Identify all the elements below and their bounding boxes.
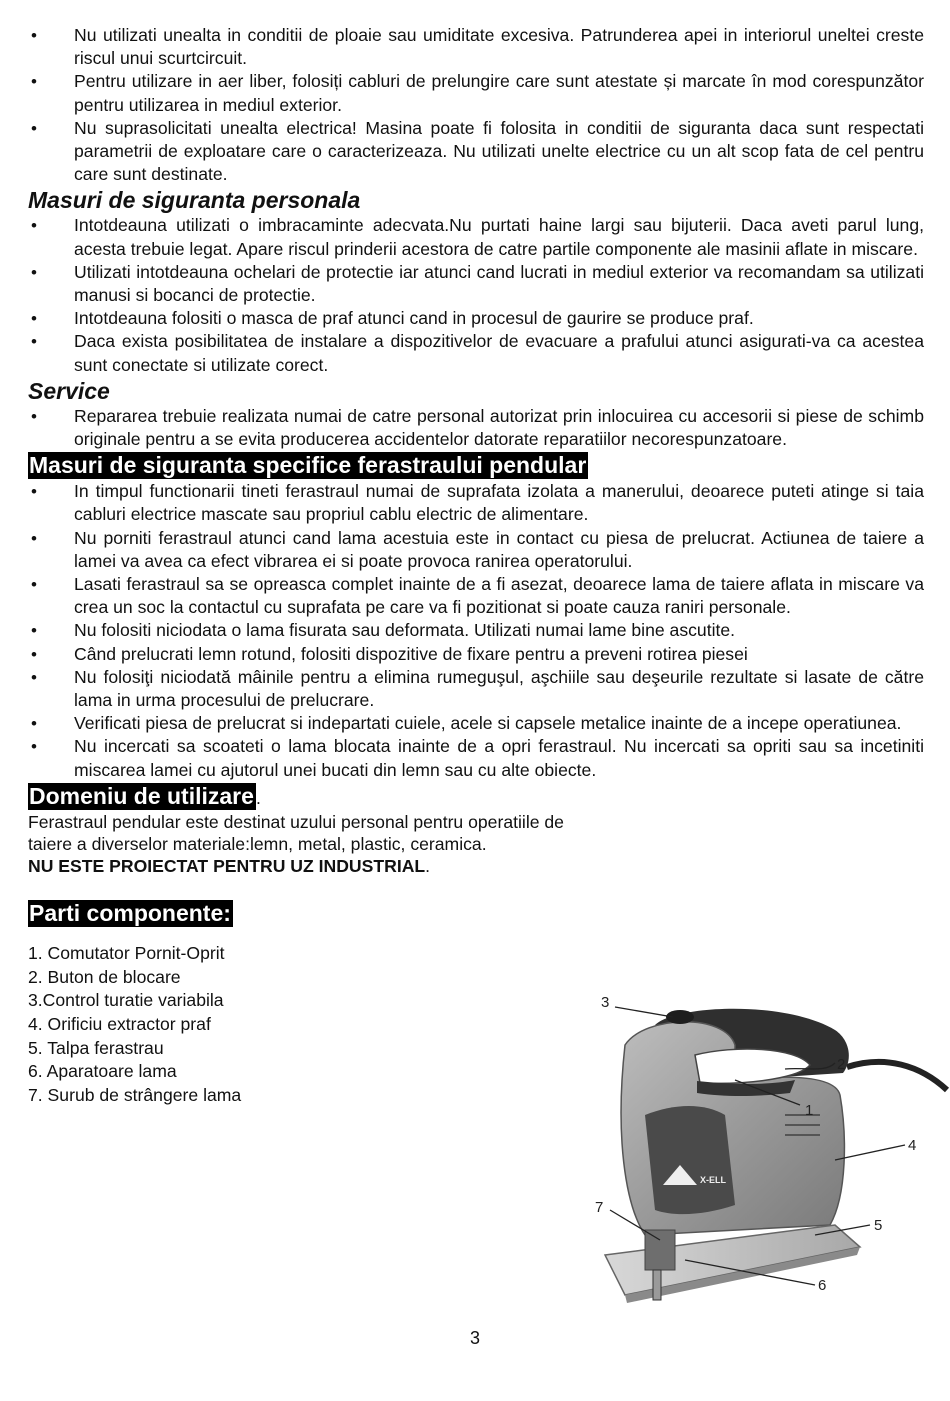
list-item: 5. Talpa ferastrau [28,1037,164,1058]
section-title-service: Service [28,377,110,404]
list-item: • Lasati ferastraul sa se opreasca complet inainte de a fi asezat, deoarece lama de taiere aflata in miscare va crea un soc la contactul cu suprafata pe care va fi pozitionat si poate cauza raniri personale. [28,573,924,619]
list-item: • Utilizati intotdeauna ochelari de protectie iar atunci cand lucrati in mediul exterior va recomandam sa utilizati manusi si bocanci de protectie. [28,261,924,307]
callout-7: 7 [595,1199,604,1216]
list-item: 6. Aparatoare lama [28,1061,177,1082]
list-item: • Nu porniti ferastraul atunci cand lama acestuia este in contact cu piesa de prelucrat. Actiunea de taiere a lamei va avea ca efect vibrarea ei si poate provoca ranirea operatorului. [28,527,924,573]
side-panel [645,1106,735,1214]
list-item: • Nu incercati sa scoateti o lama blocata inainte de a opri ferastraul. Nu incercati sa opriti sau sa incetiniti miscarea lamei cu ajutorul unei bucati din lemn sau cu alte obiecte. [28,735,924,781]
logo-text: X-ELL [700,1175,726,1185]
intro-bullet-list [28,24,924,186]
list-item: 3.Control turatie variabila [28,990,224,1011]
list-item: • Daca exista posibilitatea de instalare a dispozitivelor de evacuare a prafului atunci asigurati-va ca acestea sunt conectate si utilizate corect. [28,330,924,376]
power-cord [847,1062,947,1090]
callout-2: 2 [837,1056,846,1073]
callout-6: 6 [818,1277,827,1294]
section-title-specific: Masuri de siguranta specifice ferastraului pendular [29,452,587,479]
section-title-personal: Masuri de siguranta personala [28,187,361,214]
callout-1: 1 [805,1102,814,1119]
jigsaw-illustration [585,985,950,1330]
list-item: • Repararea trebuie realizata numai de catre personal autorizat prin inlocuirea cu accesorii si piese de schimb originale pentru a se evita producerea accidentelor datorate reparatiilor necorespunzatoare. [28,405,924,451]
specific-bullet-list [28,480,924,782]
domain-title-suffix: . [255,787,261,808]
callout-4: 4 [908,1137,917,1154]
list-item: • Pentru utilizare in aer liber, folosiți cabluri de prelungire care sunt atestate și marcate în mod corespunzător pentru utilizarea in mediul exterior. [28,70,924,116]
callout-5: 5 [874,1217,883,1234]
jigsaw-figure [585,985,950,1330]
list-item: • Nu utilizati unealta in conditii de ploaie sau umiditate excesiva. Patrunderea apei in interiorul uneltei creste riscul unui scurtcircuit. [28,24,924,70]
list-item: 4. Orificiu extractor praf [28,1014,211,1034]
list-item: • In timpul functionarii tineti ferastraul numai de suprafata izolata a manerului, deoarece puteti atinge si taia cabluri electrice mascate sau propriul cablu electric de alimentare. [28,480,924,526]
list-item: 7. Surub de strângere lama [28,1085,242,1106]
list-item: • Intotdeauna folositi o masca de praf atunci cand in procesul de gaurire se produce praf. [28,307,924,330]
personal-bullet-list [28,214,924,376]
list-item: 2. Buton de blocare [28,966,181,987]
list-item: • Nu suprasolicitati unealta electrica! Masina poate fi folosita in conditii de siguranta daca sunt respectati parametrii de exploatare care o caracterizeaza. Nu utilizati unelte electrice cu un alt scop fata de cel pentru care sunt destinate. [28,117,924,187]
list-item: 1. Comutator Pornit-Oprit [28,942,225,963]
page-number: 3 [469,1328,480,1348]
list-item: • Intotdeauna utilizati o imbracaminte adecvata.Nu purtati haine largi sau bijuterii. Daca aveti parul lung, acesta trebuie legat. Apare riscul prinderii acestora de catre partile componente ale masinii aflate in miscare. [28,214,924,260]
domain-bold-text: NU ESTE PROIECTAT PENTRU UZ INDUSTRIAL [28,855,426,876]
blade-guard [645,1230,675,1270]
callout-3: 3 [601,994,610,1011]
list-item: • Nu folositi niciodata o lama fisurata sau deformata. Utilizati numai lame bine ascutite. [28,619,924,642]
list-item: • Nu folosiţi niciodată mâinile pentru a elimina rumeguşul, aşchiile sau deşeurile rezultate si lasate de către lama in urma procesului de prelucrare. [28,666,924,712]
domain-bold-suffix: . [425,855,431,876]
service-bullet-list [28,405,924,451]
section-title-domain: Domeniu de utilizare [29,782,254,809]
list-item: • Când prelucrati lemn rotund, folositi dispozitive de fixare pentru a preveni rotirea piesei [28,643,924,666]
domain-text: Ferastraul pendular este destinat uzului personal pentru operatiile de taiere a diverselor materiale:lemn, metal, plastic, ceramica. [28,811,564,854]
list-item: • Verificati piesa de prelucrat si indepartati cuiele, acele si capsele metalice inainte de a incepe operatiunea. [28,712,924,735]
section-title-parts: Parti componente: [29,899,231,926]
blade [653,1270,661,1300]
page-content [28,24,924,1108]
